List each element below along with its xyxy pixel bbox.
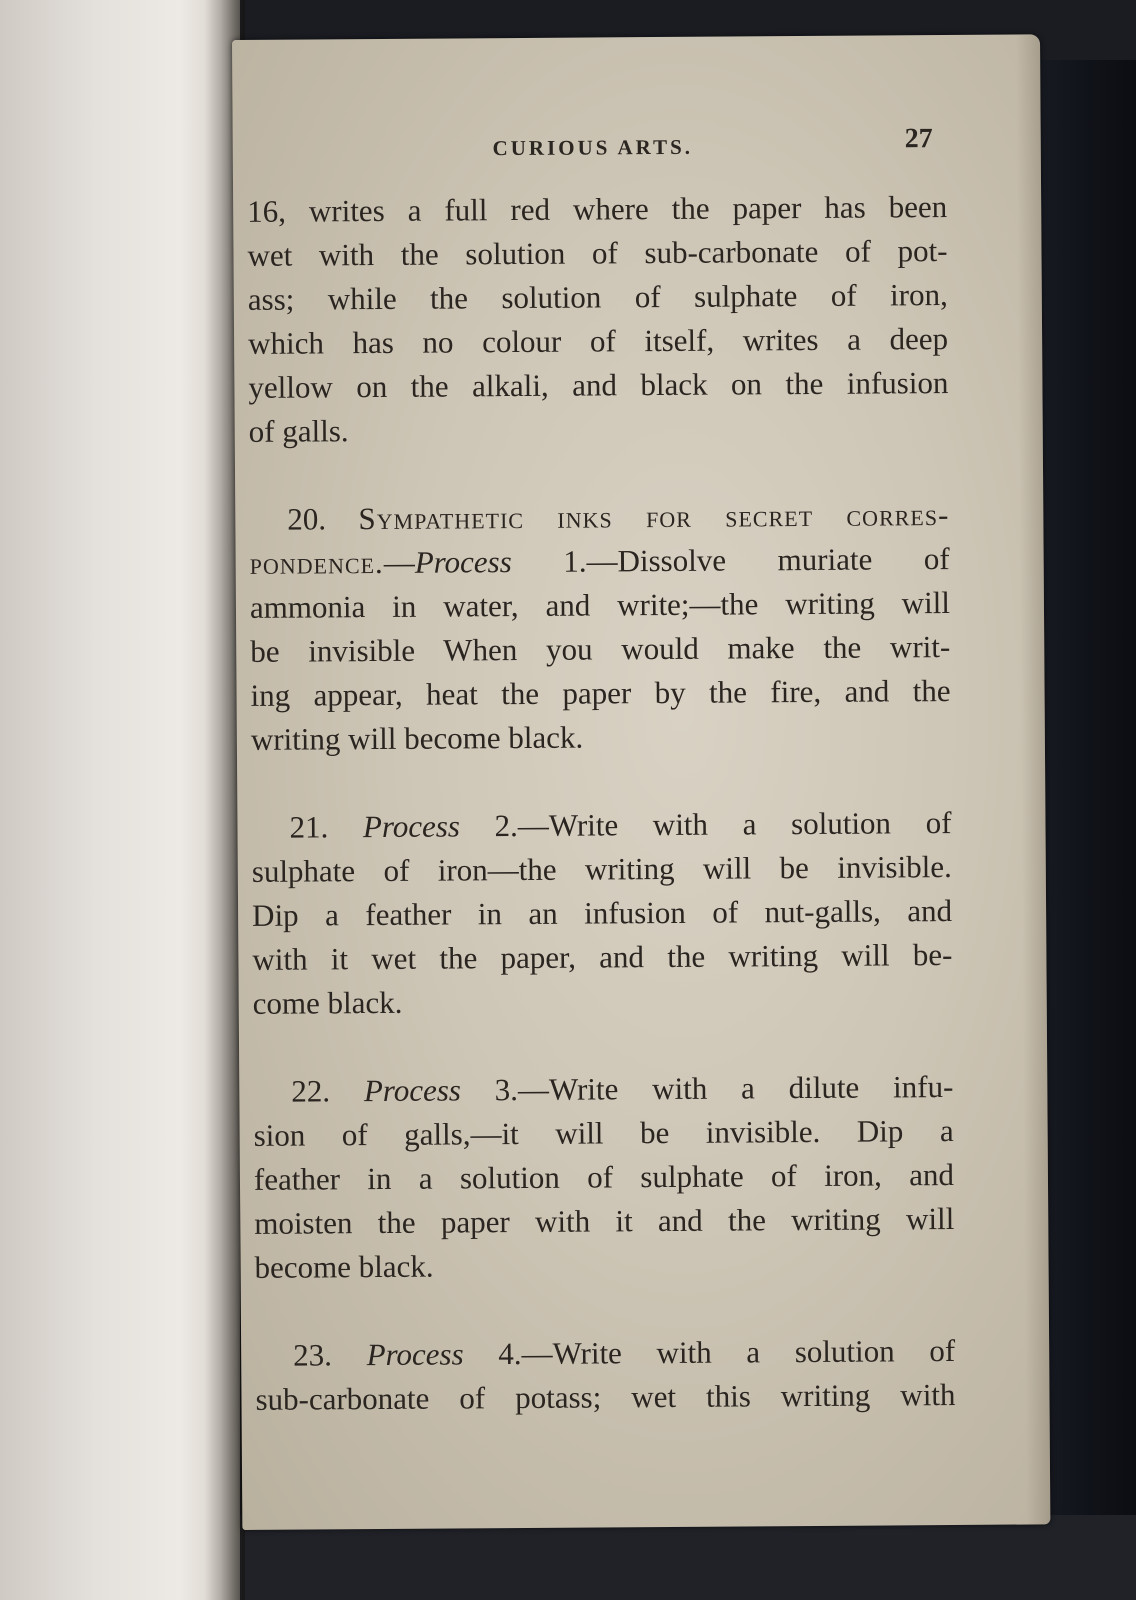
- text-line: [251, 801, 951, 850]
- section-heading-cont: pondence.: [249, 544, 384, 581]
- text-line: 16, writes a full red where the paper has been: [247, 189, 948, 229]
- text-line: sulphate of iron—the writing will be invisible.: [251, 848, 952, 889]
- text-line: feather in a solution of sulphate of iron, and: [253, 1156, 955, 1197]
- left-page-blurred: [0, 0, 240, 1600]
- process-text: 3.—Write with a dilute infu-: [460, 1068, 954, 1108]
- process-label: Process: [366, 1336, 464, 1373]
- process-text: 4.—Write with a solution of: [463, 1332, 956, 1372]
- paragraph-number: 22.: [291, 1073, 331, 1109]
- text-line: become black.: [254, 1248, 434, 1285]
- process-text: 2.—Write with a solution of: [459, 804, 952, 844]
- process-label: Process: [414, 544, 512, 580]
- text-line: [250, 537, 950, 586]
- text-line: ing appear, heat the paper by the fire, and the: [250, 672, 951, 713]
- em-dash: —: [383, 544, 415, 580]
- text-line: [249, 493, 949, 542]
- text-line: [255, 1329, 955, 1378]
- text-line: come black.: [252, 984, 403, 1021]
- paragraph-continuation: [247, 185, 949, 454]
- book-page: [232, 34, 1050, 1530]
- paragraph-20: [249, 493, 951, 762]
- text-line: be invisible When you would make the writ-: [250, 629, 951, 669]
- process-label: Process: [362, 808, 461, 845]
- text-line: Dip a feather in an infusion of nut-galls, and: [251, 892, 953, 933]
- paragraph-number: 21.: [289, 809, 329, 845]
- paragraph-23: [255, 1329, 956, 1422]
- text-line: wet with the solution of sub-carbonate of pot-: [247, 233, 948, 273]
- text-line: sion of galls,—it will be invisible. Dip a: [253, 1112, 954, 1153]
- paragraph-22: [253, 1065, 955, 1290]
- text-line: ammonia in water, and write;—the writing will: [249, 585, 951, 625]
- left-page-blurred-text: [0, 0, 240, 133]
- paragraph-number: 23.: [293, 1337, 333, 1373]
- text-line: of galls.: [248, 413, 349, 449]
- page-body: [247, 185, 956, 1466]
- text-line: moisten the paper with it and the writing will: [254, 1200, 955, 1241]
- process-text: 1.—Dissolve muriate of: [511, 541, 950, 580]
- text-line: [253, 1065, 953, 1114]
- text-line: with it wet the paper, and the writing will be-: [252, 936, 953, 977]
- paragraph-number: 20.: [287, 501, 327, 537]
- text-line: writing will become black.: [250, 719, 584, 757]
- section-heading: Sympathetic inks for secret corres-: [358, 497, 950, 537]
- text-line: yellow on the alkali, and black on the infusion: [248, 365, 949, 405]
- paragraph-21: [251, 801, 953, 1026]
- running-head: CURIOUS ARTS.: [492, 134, 694, 161]
- process-label: Process: [363, 1072, 462, 1109]
- text-line: ass; while the solution of sulphate of iron,: [247, 277, 948, 317]
- page-number: 27: [904, 123, 933, 155]
- text-line: which has no colour of itself, writes a deep: [247, 321, 949, 361]
- text-line: sub-carbonate of potass; wet this writing with: [255, 1376, 956, 1417]
